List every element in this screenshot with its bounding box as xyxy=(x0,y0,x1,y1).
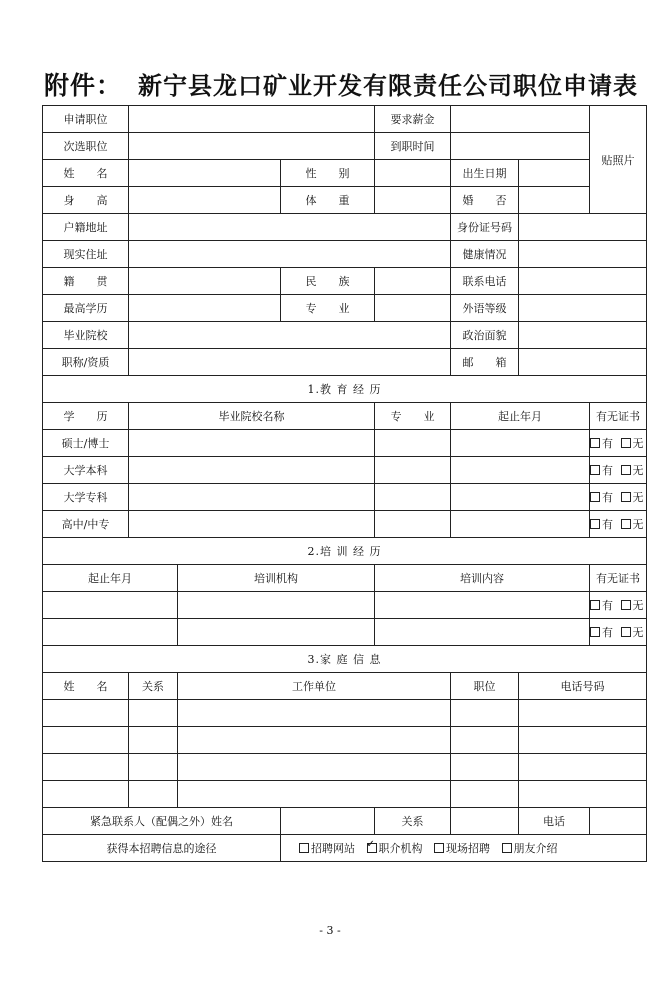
training-content-field[interactable] xyxy=(375,619,590,646)
field-major[interactable] xyxy=(375,295,451,322)
cert-no-checkbox[interactable] xyxy=(621,599,644,612)
family-position-field[interactable] xyxy=(451,781,519,808)
training-cert-cell xyxy=(590,592,647,619)
field-phone[interactable] xyxy=(519,268,647,295)
edu-header: 毕业院校名称 xyxy=(129,403,375,430)
label-title-qual: 职称/资质 xyxy=(43,349,129,376)
cert-no-label: 无 xyxy=(632,464,644,477)
education-row xyxy=(43,430,647,457)
training-header: 有无证书 xyxy=(590,565,647,592)
family-position-field[interactable] xyxy=(451,754,519,781)
emergency-name-field[interactable] xyxy=(281,808,375,835)
label-school: 毕业院校 xyxy=(43,322,129,349)
family-phone-field[interactable] xyxy=(519,754,647,781)
family-position-field[interactable] xyxy=(451,727,519,754)
source-option-friend[interactable] xyxy=(502,842,558,855)
row-height xyxy=(43,187,647,214)
checkbox-icon xyxy=(621,492,631,502)
education-heading-row xyxy=(43,376,647,403)
field-expected-salary[interactable] xyxy=(451,106,590,133)
family-row xyxy=(43,727,647,754)
cert-no-checkbox[interactable] xyxy=(621,491,644,504)
field-start-time[interactable] xyxy=(451,133,590,160)
label-political: 政治面貌 xyxy=(451,322,519,349)
label-foreign-lang: 外语等级 xyxy=(451,295,519,322)
family-relation-field[interactable] xyxy=(129,700,178,727)
row-name xyxy=(43,160,647,187)
checkbox-icon xyxy=(299,843,309,853)
edu-major-field[interactable] xyxy=(375,457,451,484)
cert-yes-label: 有 xyxy=(602,518,614,531)
checkbox-icon xyxy=(502,843,512,853)
field-foreign-lang[interactable] xyxy=(519,295,647,322)
family-employer-field[interactable] xyxy=(178,754,451,781)
family-heading-row xyxy=(43,646,647,673)
option-label: 职介机构 xyxy=(378,842,423,855)
edu-school-field[interactable] xyxy=(129,430,375,457)
label-apply-position: 申请职位 xyxy=(43,106,129,133)
field-alt-position[interactable] xyxy=(129,133,375,160)
family-relation-field[interactable] xyxy=(129,781,178,808)
source-option-onsite[interactable] xyxy=(434,842,490,855)
family-row xyxy=(43,781,647,808)
field-household-addr[interactable] xyxy=(129,214,451,241)
cert-yes-checkbox[interactable] xyxy=(590,518,613,531)
checkbox-icon xyxy=(590,627,600,637)
row-household xyxy=(43,214,647,241)
emergency-phone-field[interactable] xyxy=(590,808,647,835)
row-current-addr xyxy=(43,241,647,268)
label-major: 专 业 xyxy=(281,295,375,322)
label-weight: 体 重 xyxy=(281,187,375,214)
training-header: 培训内容 xyxy=(375,565,590,592)
edu-period-field[interactable] xyxy=(451,457,590,484)
edu-major-field[interactable] xyxy=(375,484,451,511)
cert-no-checkbox[interactable] xyxy=(621,464,644,477)
cert-yes-label: 有 xyxy=(602,599,614,612)
training-row xyxy=(43,619,647,646)
cert-no-label: 无 xyxy=(632,491,644,504)
application-form-table xyxy=(42,105,647,862)
row-title-qual xyxy=(43,349,647,376)
edu-school-field[interactable] xyxy=(129,511,375,538)
field-apply-position[interactable] xyxy=(129,106,375,133)
label-email: 邮 箱 xyxy=(451,349,519,376)
family-heading: 3.家 庭 信 息 xyxy=(43,646,647,673)
edu-period-field[interactable] xyxy=(451,511,590,538)
family-relation-field[interactable] xyxy=(129,727,178,754)
training-header: 培训机构 xyxy=(178,565,375,592)
checkbox-icon xyxy=(590,519,600,529)
emergency-relation-field[interactable] xyxy=(451,808,519,835)
cert-no-checkbox[interactable] xyxy=(621,518,644,531)
label-start-time: 到职时间 xyxy=(375,133,451,160)
attachment-label: 附件： xyxy=(44,71,123,100)
training-org-field[interactable] xyxy=(178,592,375,619)
emergency-label: 紧急联系人（配偶之外）姓名 xyxy=(43,808,281,835)
edu-cert-cell xyxy=(590,430,647,457)
education-heading: 1.教 育 经 历 xyxy=(43,376,647,403)
family-name-field[interactable] xyxy=(43,700,129,727)
family-name-field[interactable] xyxy=(43,754,129,781)
cert-yes-label: 有 xyxy=(602,437,614,450)
field-education[interactable] xyxy=(129,295,281,322)
family-header: 姓 名 xyxy=(43,673,129,700)
family-header: 职位 xyxy=(451,673,519,700)
cert-yes-checkbox[interactable] xyxy=(590,437,613,450)
edu-school-field[interactable] xyxy=(129,484,375,511)
label-current-addr: 现实住址 xyxy=(43,241,129,268)
checkbox-icon xyxy=(621,438,631,448)
field-school[interactable] xyxy=(129,322,451,349)
family-employer-field[interactable] xyxy=(178,781,451,808)
label-height: 身 高 xyxy=(43,187,129,214)
family-phone-field[interactable] xyxy=(519,700,647,727)
cert-yes-label: 有 xyxy=(602,464,614,477)
checkbox-icon xyxy=(621,600,631,610)
emergency-phone-label: 电话 xyxy=(519,808,590,835)
checkbox-icon xyxy=(434,843,444,853)
label-health: 健康情况 xyxy=(451,241,519,268)
emergency-row xyxy=(43,808,647,835)
checkbox-icon xyxy=(590,492,600,502)
label-gender: 性 别 xyxy=(281,160,375,187)
edu-major-field[interactable] xyxy=(375,430,451,457)
edu-cert-cell xyxy=(590,457,647,484)
family-relation-field[interactable] xyxy=(129,754,178,781)
family-header: 工作单位 xyxy=(178,673,451,700)
form-title-text: 新宁县龙口矿业开发有限责任公司职位申请表 xyxy=(138,72,638,100)
family-row xyxy=(43,700,647,727)
edu-period-field[interactable] xyxy=(451,484,590,511)
label-marital: 婚 否 xyxy=(451,187,519,214)
family-employer-field[interactable] xyxy=(178,727,451,754)
form-title xyxy=(0,66,660,106)
education-row xyxy=(43,484,647,511)
label-phone: 联系电话 xyxy=(451,268,519,295)
family-name-field[interactable] xyxy=(43,727,129,754)
label-native-place: 籍 贯 xyxy=(43,268,129,295)
training-period-field[interactable] xyxy=(43,619,178,646)
field-health[interactable] xyxy=(519,241,647,268)
label-id-number: 身份证号码 xyxy=(451,214,519,241)
training-heading-row xyxy=(43,538,647,565)
family-position-field[interactable] xyxy=(451,700,519,727)
training-content-field[interactable] xyxy=(375,592,590,619)
cert-no-checkbox[interactable] xyxy=(621,437,644,450)
field-marital[interactable] xyxy=(519,187,590,214)
cert-yes-checkbox[interactable] xyxy=(590,464,613,477)
training-period-field[interactable] xyxy=(43,592,178,619)
label-expected-salary: 要求薪金 xyxy=(375,106,451,133)
label-ethnicity: 民 族 xyxy=(281,268,375,295)
field-current-addr[interactable] xyxy=(129,241,451,268)
field-id-number[interactable] xyxy=(519,214,647,241)
edu-header: 有无证书 xyxy=(590,403,647,430)
cert-no-label: 无 xyxy=(632,599,644,612)
edu-degree-label: 高中/中专 xyxy=(43,511,129,538)
edu-header: 起止年月 xyxy=(451,403,590,430)
family-header: 关系 xyxy=(129,673,178,700)
cert-no-label: 无 xyxy=(632,518,644,531)
cert-yes-label: 有 xyxy=(602,491,614,504)
source-label: 获得本招聘信息的途径 xyxy=(43,835,281,862)
label-alt-position: 次选职位 xyxy=(43,133,129,160)
family-header-row xyxy=(43,673,647,700)
photo-box[interactable]: 贴照片 xyxy=(590,106,647,214)
edu-header: 学 历 xyxy=(43,403,129,430)
row-education xyxy=(43,295,647,322)
row-alt-position xyxy=(43,133,647,160)
training-cert-cell xyxy=(590,619,647,646)
field-email[interactable] xyxy=(519,349,647,376)
cert-no-label: 无 xyxy=(632,626,644,639)
edu-degree-label: 硕士/博士 xyxy=(43,430,129,457)
row-school xyxy=(43,322,647,349)
label-education: 最高学历 xyxy=(43,295,129,322)
cert-yes-checkbox[interactable] xyxy=(590,626,613,639)
edu-degree-label: 大学本科 xyxy=(43,457,129,484)
training-heading: 2.培 训 经 历 xyxy=(43,538,647,565)
checkbox-icon xyxy=(621,519,631,529)
field-birth-date[interactable] xyxy=(519,160,590,187)
field-name[interactable] xyxy=(129,160,281,187)
training-header-row xyxy=(43,565,647,592)
field-weight[interactable] xyxy=(375,187,451,214)
family-phone-field[interactable] xyxy=(519,727,647,754)
family-header: 电话号码 xyxy=(519,673,647,700)
source-option-agency[interactable] xyxy=(367,842,423,855)
label-name: 姓 名 xyxy=(43,160,129,187)
cert-no-checkbox[interactable] xyxy=(621,626,644,639)
education-header-row xyxy=(43,403,647,430)
education-row xyxy=(43,457,647,484)
source-row xyxy=(43,835,647,862)
edu-cert-cell xyxy=(590,511,647,538)
option-label: 现场招聘 xyxy=(446,842,490,855)
source-options xyxy=(281,835,647,862)
option-label: 招聘网站 xyxy=(311,842,355,855)
edu-major-field[interactable] xyxy=(375,511,451,538)
source-option-website[interactable] xyxy=(299,842,355,855)
training-org-field[interactable] xyxy=(178,619,375,646)
page-number: - 3 - xyxy=(319,924,341,937)
edu-cert-cell xyxy=(590,484,647,511)
family-row xyxy=(43,754,647,781)
cert-yes-checkbox[interactable] xyxy=(590,491,613,504)
label-household-addr: 户籍地址 xyxy=(43,214,129,241)
field-gender[interactable] xyxy=(375,160,451,187)
checkbox-checked-icon xyxy=(367,843,377,853)
field-native-place[interactable] xyxy=(129,268,281,295)
checkbox-icon xyxy=(590,465,600,475)
family-employer-field[interactable] xyxy=(178,700,451,727)
family-name-field[interactable] xyxy=(43,781,129,808)
label-birth-date: 出生日期 xyxy=(451,160,519,187)
family-phone-field[interactable] xyxy=(519,781,647,808)
row-apply-position xyxy=(43,106,647,133)
edu-period-field[interactable] xyxy=(451,430,590,457)
education-row xyxy=(43,511,647,538)
option-label: 朋友介绍 xyxy=(513,842,558,855)
field-political[interactable] xyxy=(519,322,647,349)
field-title-qual[interactable] xyxy=(129,349,451,376)
field-ethnicity[interactable] xyxy=(375,268,451,295)
training-row xyxy=(43,592,647,619)
checkbox-icon xyxy=(621,465,631,475)
field-height[interactable] xyxy=(129,187,281,214)
edu-school-field[interactable] xyxy=(129,457,375,484)
cert-no-label: 无 xyxy=(632,437,644,450)
checkbox-icon xyxy=(621,627,631,637)
cert-yes-checkbox[interactable] xyxy=(590,599,613,612)
checkbox-icon xyxy=(590,438,600,448)
checkbox-icon xyxy=(590,600,600,610)
edu-header: 专 业 xyxy=(375,403,451,430)
emergency-relation-label: 关系 xyxy=(375,808,451,835)
cert-yes-label: 有 xyxy=(602,626,614,639)
edu-degree-label: 大学专科 xyxy=(43,484,129,511)
row-native xyxy=(43,268,647,295)
training-header: 起止年月 xyxy=(43,565,178,592)
